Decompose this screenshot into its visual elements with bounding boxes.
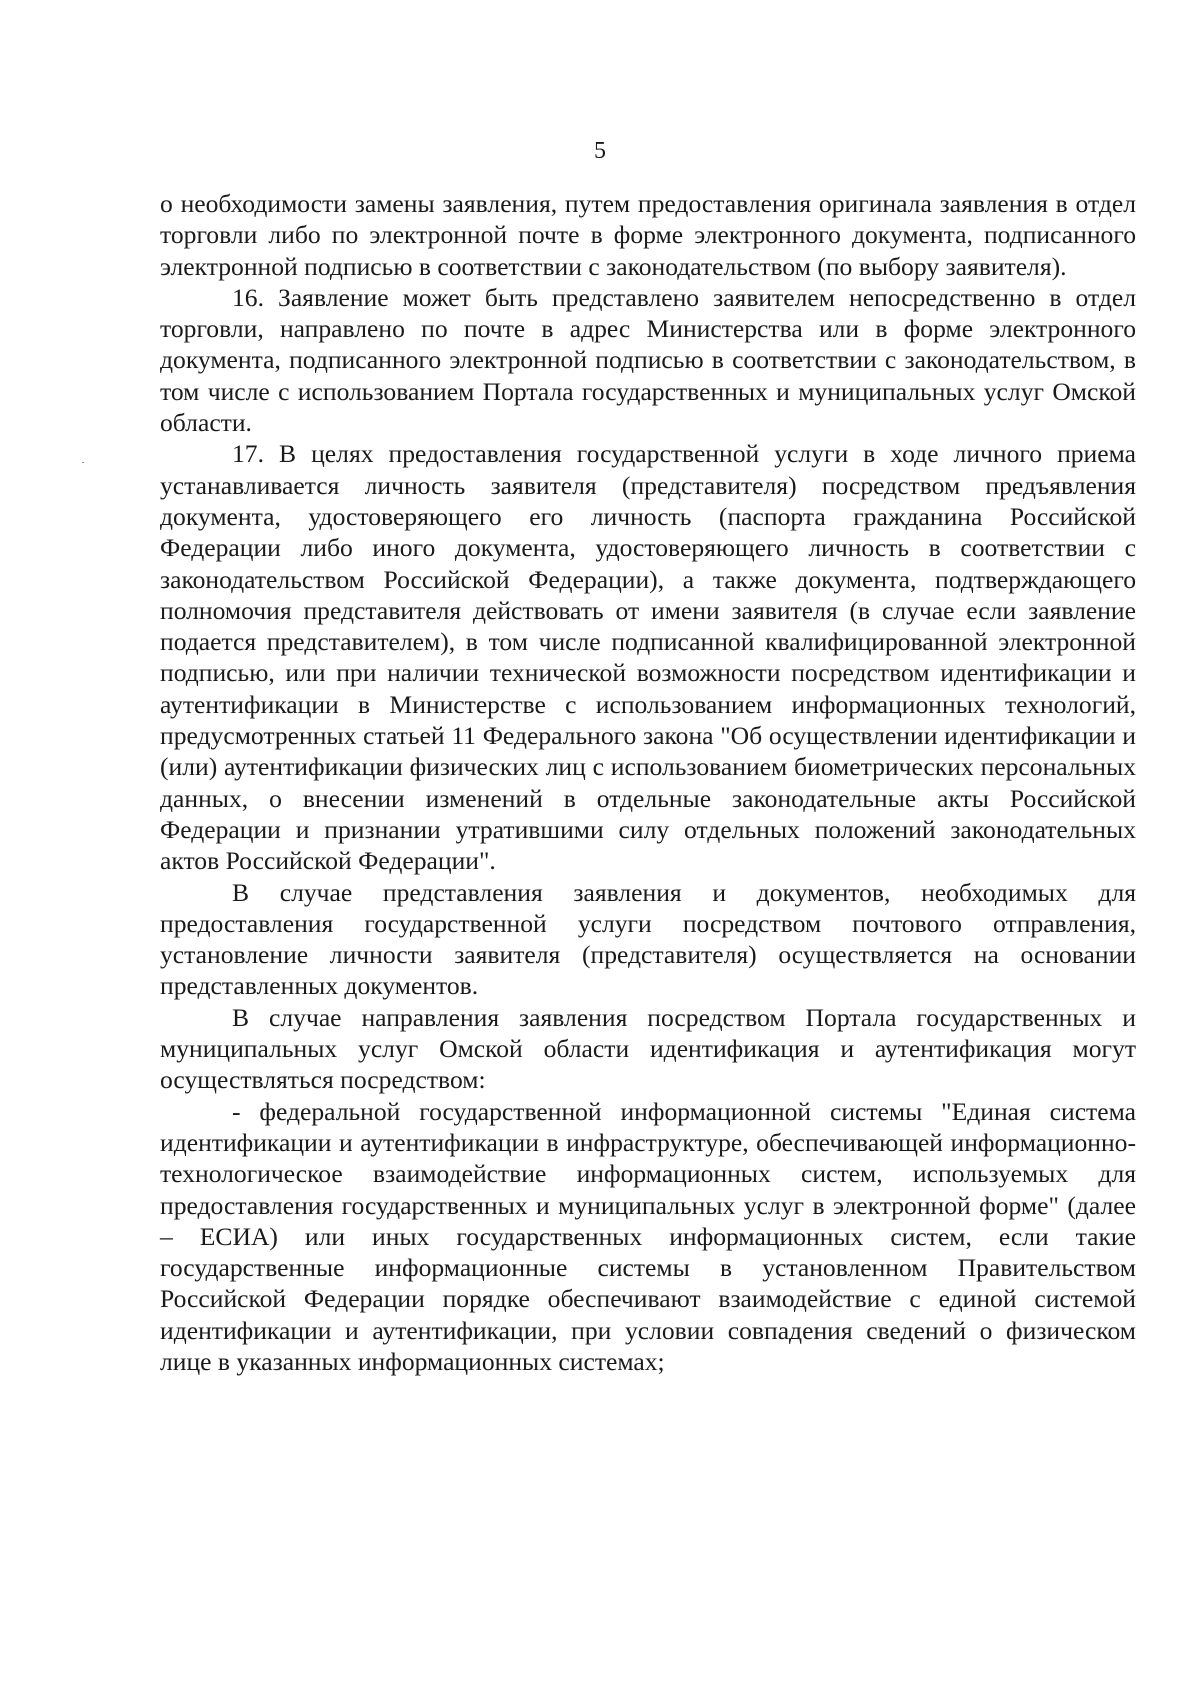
paragraph-17: 17. В целях предоставления государственной услуги в ходе личного приема устанавливается личность заявителя (представителя) посредством предъявления документа, удостоверяющего его личность (паспорта гражданина Российской Федерации либо иного документа, удостоверяющего личность в соответствии с законодательством Российской Федерации), а также документа, подтверждающего полномочия представителя действовать от имени заявителя (в случае если заявление подается представителем), в том числе подписанной квалифицированной электронной подписью, или при наличии технической возможности посредством идентификации и аутентификации в Министерстве с использованием информационных технологий, предусмотренных статьей 11 Федерального закона "Об осуществлении идентификации и (или) аутентификации физических лиц с использованием биометрических персональных данных, о внесении изменений в отдельные законодательные акты Российской Федерации и признании утратившими силу отдельных положений законодательных актов Российской Федерации". [160,439,1136,876]
list-item-esia: - федеральной государственной информационной системы "Единая система идентификации и аутентификации в инфраструктуре, обеспечивающей информационно-технологическое взаимодействие информационных систем, используемых для предоставления государственных и муниципальных услуг в электронной форме" (далее – ЕСИА) или иных государственных информационных систем, если такие государственные информационные системы в установленном Правительством Российской Федерации порядке обеспечивают взаимодействие с единой системой идентификации и аутентификации, при условии совпадения сведений о физическом лице в указанных информационных системах; [160,1096,1136,1376]
scan-artifact [82,462,84,463]
paragraph-portal-identification: В случае направления заявления посредством Портала государственных и муниципальных услуг Омской области идентификация и аутентификация могут осуществляться посредством: [160,1002,1136,1095]
document-body [160,188,1136,1377]
paragraph-postal-identification: В случае представления заявления и документов, необходимых для предоставления государственной услуги посредством почтового отправления, установление личности заявителя (представителя) осуществляется на основании представленных документов. [160,877,1136,1001]
paragraph-continuation: о необходимости замены заявления, путем предоставления оригинала заявления в отдел торговли либо по электронной почте в форме электронного документа, подписанного электронной подписью в соответствии с законодательством (по выбору заявителя). [160,189,1136,281]
page-number: 5 [594,138,606,164]
paragraph-16: 16. Заявление может быть представлено заявителем непосредственно в отдел торговли, направлено по почте в адрес Министерства или в форме электронного документа, подписанного электронной подписью в соответствии с законодательством, в том числе с использованием Портала государственных и муниципальных услуг Омской области. [160,282,1136,438]
